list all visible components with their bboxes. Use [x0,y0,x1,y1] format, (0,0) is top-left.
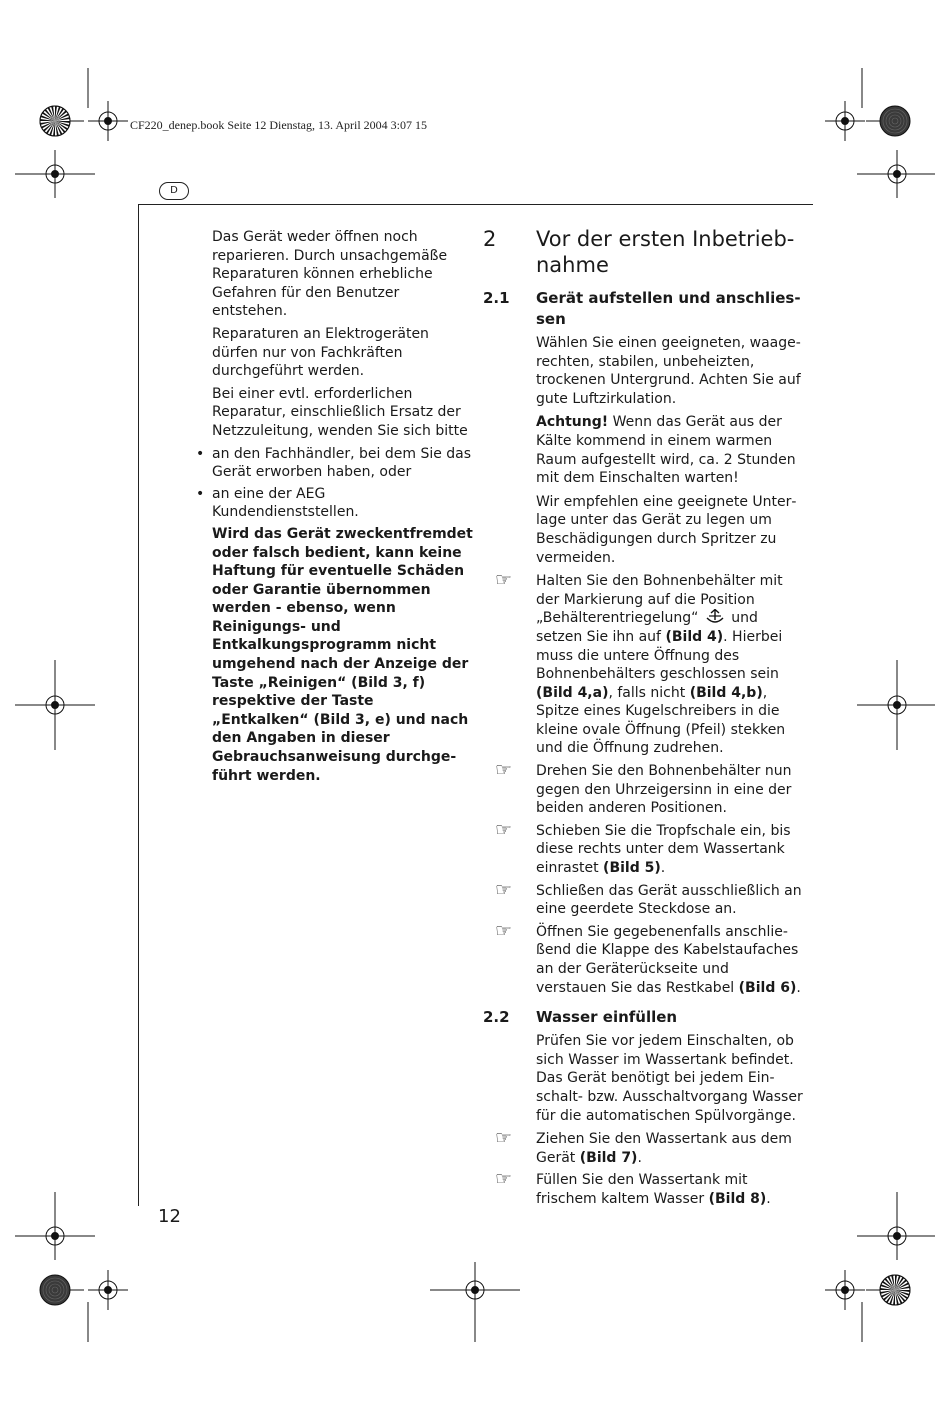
bullet-dot-icon: • [196,445,205,462]
step-text: . [660,860,666,877]
left-column [196,228,474,789]
step-text: , falls nicht [608,684,690,701]
step-text: . Hierbei muss die untere Öffnung des Bohnenbehälters geschlossen sein [536,628,783,683]
step-text: , Spitze eines Kugelschreibers in die kleine ovale Öffnung (Pfeil) stekken und die Öffnung zudrehen. [536,684,786,757]
margin-rule [138,204,139,1206]
step-text: . [796,979,801,996]
figure-ref: (Bild 4) [665,628,724,645]
figure-ref: (Bild 4,a) [536,684,609,701]
bullet-dot-icon: • [196,485,205,502]
step-text: Schließen das Gerät ausschließlich an eine geerdete Steckdose an. [536,882,802,918]
container-unlock-icon [705,609,725,625]
step-text: und setzen Sie ihn auf [536,610,758,645]
subsection-title: Gerät aufstellen und anschliessen [536,289,801,328]
language-badge: D [159,182,189,200]
caution-text: Wenn das Gerät aus der Kälte kommend in einem warmen Raum aufgestellt wird, ca. 2 Stunden mit dem Einschalten warten! [536,414,796,487]
paragraph-repair-contact: Bei einer evtl. erforderlichen Reparatur, einschließlich Ersatz der Netzzuleitung, wenden Sie sich bitte [212,385,468,439]
step-text: Füllen Sie den Wassertank mit frischem kaltem Wasser [536,1172,748,1207]
section-heading [483,226,803,278]
print-slug: CF220_denep.book Seite 12 Dienstag, 13. April 2004 3:07 15 [130,118,427,132]
paragraph-underlay: Wir empfehlen eine geeignete Unterlage unter das Gerät zu legen um Beschädigungen durch Spritzer zu vermeiden. [536,493,797,566]
step-text: . [637,1149,642,1166]
subsection-heading [483,288,803,330]
paragraph-caution [536,413,803,487]
subsection-number: 2.1 [483,289,510,307]
header-rule [138,204,813,205]
step-text: . [766,1190,771,1207]
subsection-title: Wasser einfüllen [536,1008,678,1027]
figure-ref: (Bild 7) [579,1149,638,1166]
figure-ref: (Bild 4,b) [689,684,763,701]
section-title: Vor der ersten Inbetriebnahme [536,227,795,277]
step-text: Halten Sie den Bohnenbehälter mit der Markierung auf die Position „Behälterentriegelung“ [536,573,783,627]
paragraph-placement: Wählen Sie einen geeigneten, waagerechten, stabilen, unbeheizten, trockenen Untergrund. Achten Sie auf gute Luftzirkulation. [536,335,801,407]
bullet-item [196,445,474,482]
figure-ref: (Bild 8) [708,1190,767,1207]
instruction-step [495,878,803,919]
pointing-hand-icon: ☞ [495,1168,513,1191]
pointing-hand-icon: ☞ [495,818,513,841]
instruction-step [495,759,803,818]
instruction-step [495,1127,803,1167]
bullet-text: an eine der AEG Kundendienststellen. [212,485,359,521]
figure-ref: (Bild 6) [738,979,797,996]
paragraph-repair-warning: Das Gerät weder öffnen noch reparieren. Durch unsachgemäße Reparaturen können erhebliche Gefahren für den Benutzer entstehen. [212,229,448,320]
step-text: Drehen Sie den Bohnenbehälter nun gegen den Uhrzeigersinn in eine der beiden anderen Positionen. [536,763,792,817]
instruction-step [495,818,803,878]
pointing-hand-icon: ☞ [495,759,513,782]
subsection-heading [483,1007,803,1028]
page-number: 12 [158,1206,181,1227]
subsection-number: 2.2 [483,1008,510,1027]
bullet-item [196,485,474,522]
instruction-step [495,919,803,997]
instruction-step [495,1168,803,1208]
pointing-hand-icon: ☞ [495,1127,513,1150]
step-text: Schieben Sie die Tropfschale ein, bis diese rechts unter dem Wassertank einrastet [536,822,791,877]
bullet-text: an den Fachhändler, bei dem Sie das Gerät erworben haben, oder [212,445,472,481]
pointing-hand-icon: ☞ [495,919,513,942]
step-text: Öffnen Sie gegebenenfalls anschließend die Klappe des Kabelstaufaches an der Geräterückseite und verstauen Sie das Restkabel [536,923,799,996]
paragraph-water-check: Prüfen Sie vor jedem Einschalten, ob sich Wasser im Wassertank befindet. Das Gerät benötigt bei jedem Einschalt- bzw. Ausschaltvorgang Wasser für die automatischen Spülvorgänge. [536,1033,803,1124]
right-column [483,226,803,1213]
pointing-hand-icon: ☞ [495,569,513,592]
figure-ref: (Bild 5) [603,860,661,877]
paragraph-repair-specialists: Reparaturen an Elektrogeräten dürfen nur von Fachkräften durchgeführt werden. [212,325,429,380]
instruction-step [495,569,803,758]
pointing-hand-icon: ☞ [495,878,513,901]
step-text: Ziehen Sie den Wassertank aus dem Gerät [536,1131,792,1166]
section-number: 2 [483,227,497,251]
liability-warning: Wird das Gerät zweckentfremdet oder falsch bedient, kann keine Haftung für eventuelle Schäden oder Garantie übernommen werden - ebenso, wenn Reinigungs- und Entkalkungsprogramm nicht umgehend nach der Anzeige der Taste „Reinigen“ (Bild 3, f) respektive der Taste „Entkalken“ (Bild 3, e) und nach den Angaben in dieser Gebrauchsanweisung durchgeführt werden. [212,525,473,784]
caution-label: Achtung! [536,414,609,431]
